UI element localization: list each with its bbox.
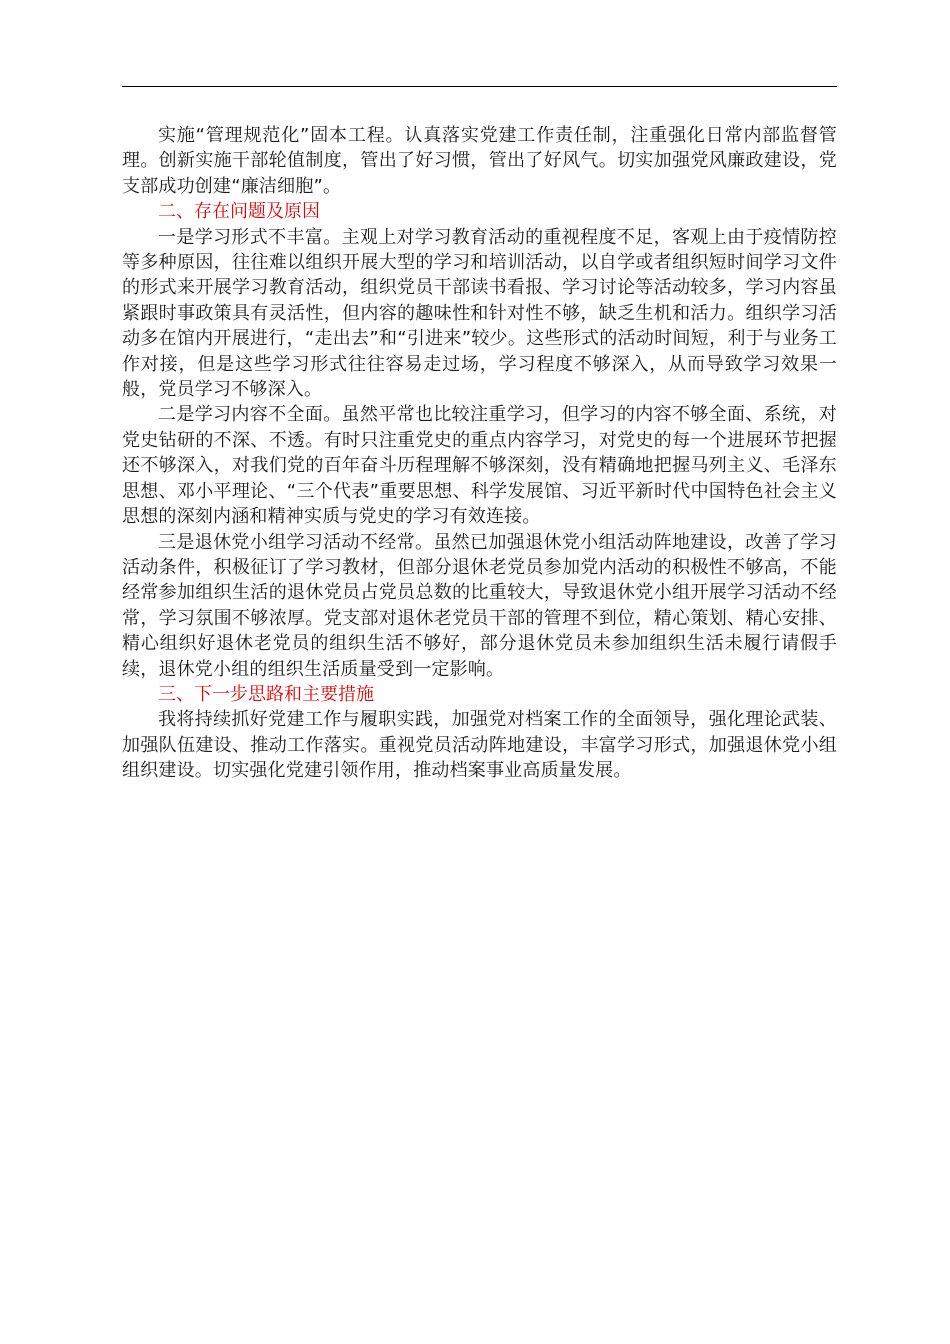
paragraph-next-steps: 我将持续抓好党建工作与履职实践，加强党对档案工作的全面领导，强化理论武装、加强队伍建设、推动工作落实。重视党员活动阵地建设，丰富学习形式，加强退休党小组组织建设。切实强化党建引领作用，推动档案事业高质量发展。 <box>122 709 837 782</box>
paragraph-management-standardization: 实施“管理规范化”固本工程。认真落实党建工作责任制，注重强化日常内部监督管理。创新实施干部轮值制度，管出了好习惯，管出了好风气。切实加强党风廉政建设，党支部成功创建“廉洁细胞”。 <box>122 125 837 197</box>
section-heading-next-steps: 三、下一步思路和主要措施 <box>158 683 374 705</box>
document-body <box>122 123 837 784</box>
header-rule <box>122 86 837 87</box>
paragraph-study-content: 二是学习内容不全面。虽然平常也比较注重学习，但学习的内容不够全面、系统，对党史钻研的不深、不透。有时只注重党史的重点内容学习，对党史的每一个进展环节把握还不够深入，对我们党的百年奋斗历程理解不够深刻，没有精确地把握马列主义、毛泽东思想、邓小平理论、“三个代表”重要思想、科学发展馆、习近平新时代中国特色社会主义思想的深刻内涵和精神实质与党史的学习有效连接。 <box>122 404 837 528</box>
paragraph-retired-group: 三是退休党小组学习活动不经常。虽然已加强退休党小组活动阵地建设，改善了学习活动条件，积极征订了学习教材，但部分退休老党员参加党内活动的积极性不够高，不能经常参加组织生活的退休党员占党员总数的比重较大，导致退休党小组开展学习活动不经常，学习氛围不够浓厚。党支部对退休老党员干部的管理不到位，精心策划、精心安排、精心组织好退休老党员的组织生活不够好，部分退休党员未参加组织生活未履行请假手续，退休党小组的组织生活质量受到一定影响。 <box>122 531 837 680</box>
paragraph-study-form: 一是学习形式不丰富。主观上对学习教育活动的重视程度不足，客观上由于疫情防控等多种原因，往往难以组织开展大型的学习和培训活动，以自学或者组织短时间学习文件的形式来开展学习教育活动，组织党员干部读书看报、学习讨论等活动较多，学习内容虽紧跟时事政策具有灵活性，但内容的趣味性和针对性不够，缺乏生机和活力。组织学习活动多在馆内开展进行，“走出去”和“引进来”较少。这些形式的活动时间短，利于与业务工作对接，但是这些学习形式往往容易走过场，学习程度不够深入，从而导致学习效果一般，党员学习不够深入。 <box>122 226 837 401</box>
section-heading-problems: 二、存在问题及原因 <box>158 201 320 223</box>
